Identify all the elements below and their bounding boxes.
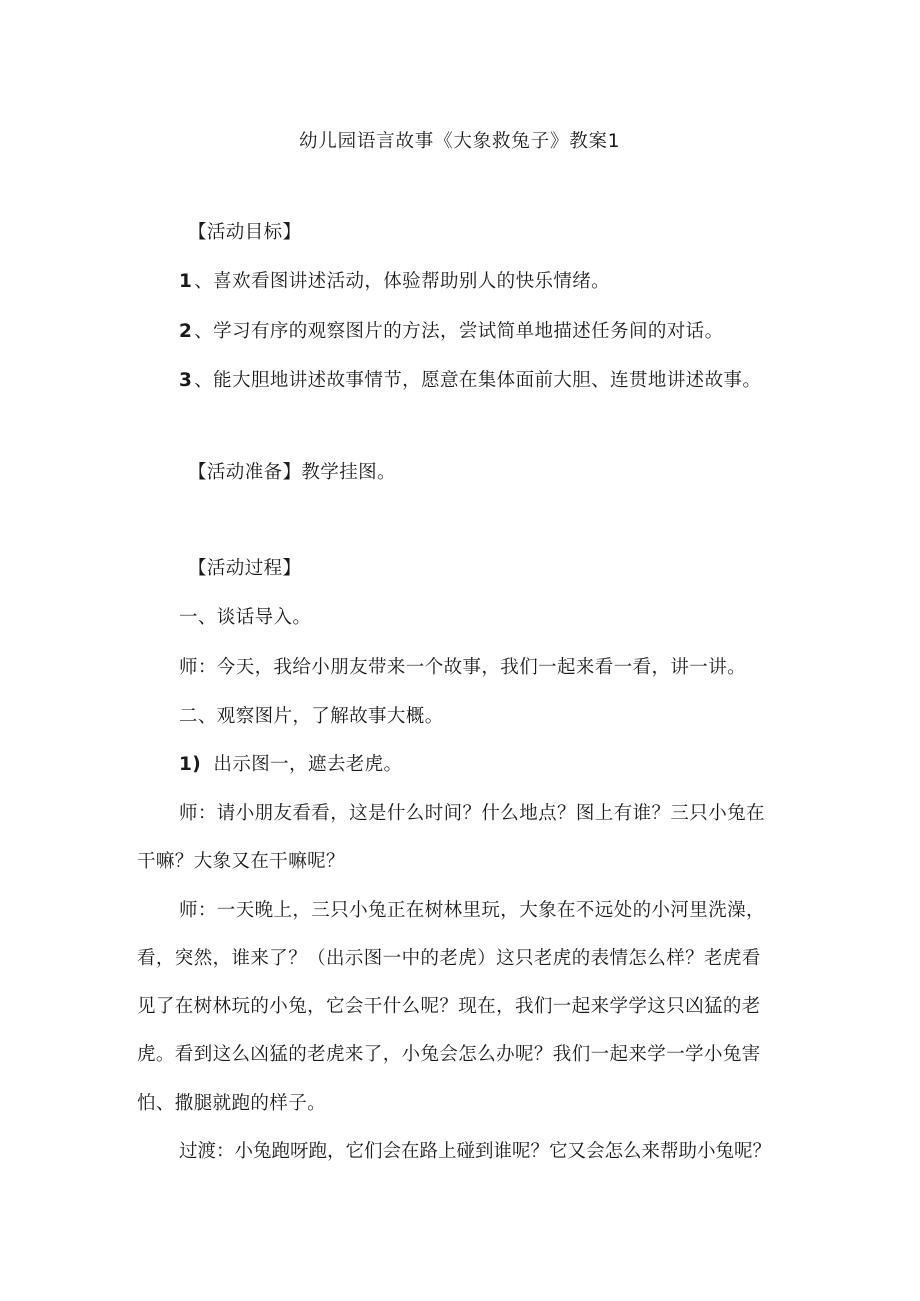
- transition-line: 过渡：小兔跑呀跑，它们会在路上碰到谁呢？它又会怎么来帮助小兔呢？: [179, 1141, 772, 1162]
- story-line-1: 师：一天晚上，三只小兔正在树林里玩，大象在不远处的小河里洗澡，: [179, 900, 765, 921]
- goal-item-number: 2: [179, 321, 193, 342]
- goal-item-text: 、学习有序的观察图片的方法，尝试简单地描述任务间的对话。: [194, 321, 724, 342]
- sub-step-text: 出示图一，遮去老虎。: [213, 754, 403, 775]
- goal-item-text: 、能大胆地讲述故事情节，愿意在集体面前大胆、连贯地讲述故事。: [194, 370, 762, 391]
- process-heading: 【活动过程】: [188, 558, 302, 579]
- goal-item-1: [179, 270, 610, 294]
- story-line-2: 看，突然，谁来了？（出示图一中的老虎）这只老虎的表情怎么样？老虎看: [137, 948, 761, 969]
- question-line-2: 干嘛？大象又在干嘛呢？: [137, 851, 345, 872]
- sub-step-1: [179, 753, 402, 777]
- goal-item-3: [179, 369, 761, 393]
- preparation-line: 【活动准备】教学挂图。: [188, 462, 396, 483]
- goal-item-number: 1: [179, 271, 193, 292]
- goal-item-number: 3: [179, 370, 193, 391]
- story-line-4: 虎。看到这么凶猛的老虎来了，小兔会怎么办呢？我们一起来学一学小兔害: [137, 1044, 761, 1065]
- question-line-1: 师：请小朋友看看，这是什么时间？什么地点？图上有谁？三只小兔在: [179, 803, 765, 824]
- goal-item-2: [179, 320, 723, 344]
- goals-heading: 【活动目标】: [188, 222, 302, 243]
- sub-step-number: 1): [179, 754, 202, 775]
- document-title: 幼儿园语言故事《大象救兔子》教案1: [299, 131, 621, 152]
- goal-item-text: 、喜欢看图讲述活动，体验帮助别人的快乐情绪。: [194, 271, 611, 292]
- teacher-intro-line: 师：今天，我给小朋友带来一个故事，我们一起来看一看，讲一讲。: [179, 657, 747, 678]
- story-line-3: 见了在树林玩的小兔，它会干什么呢？现在，我们一起来学学这只凶猛的老: [137, 996, 761, 1017]
- process-step-1: 一、谈话导入。: [179, 607, 312, 628]
- story-line-5: 怕、撒腿就跑的样子。: [137, 1093, 327, 1114]
- process-step-2: 二、观察图片，了解故事大概。: [179, 706, 444, 727]
